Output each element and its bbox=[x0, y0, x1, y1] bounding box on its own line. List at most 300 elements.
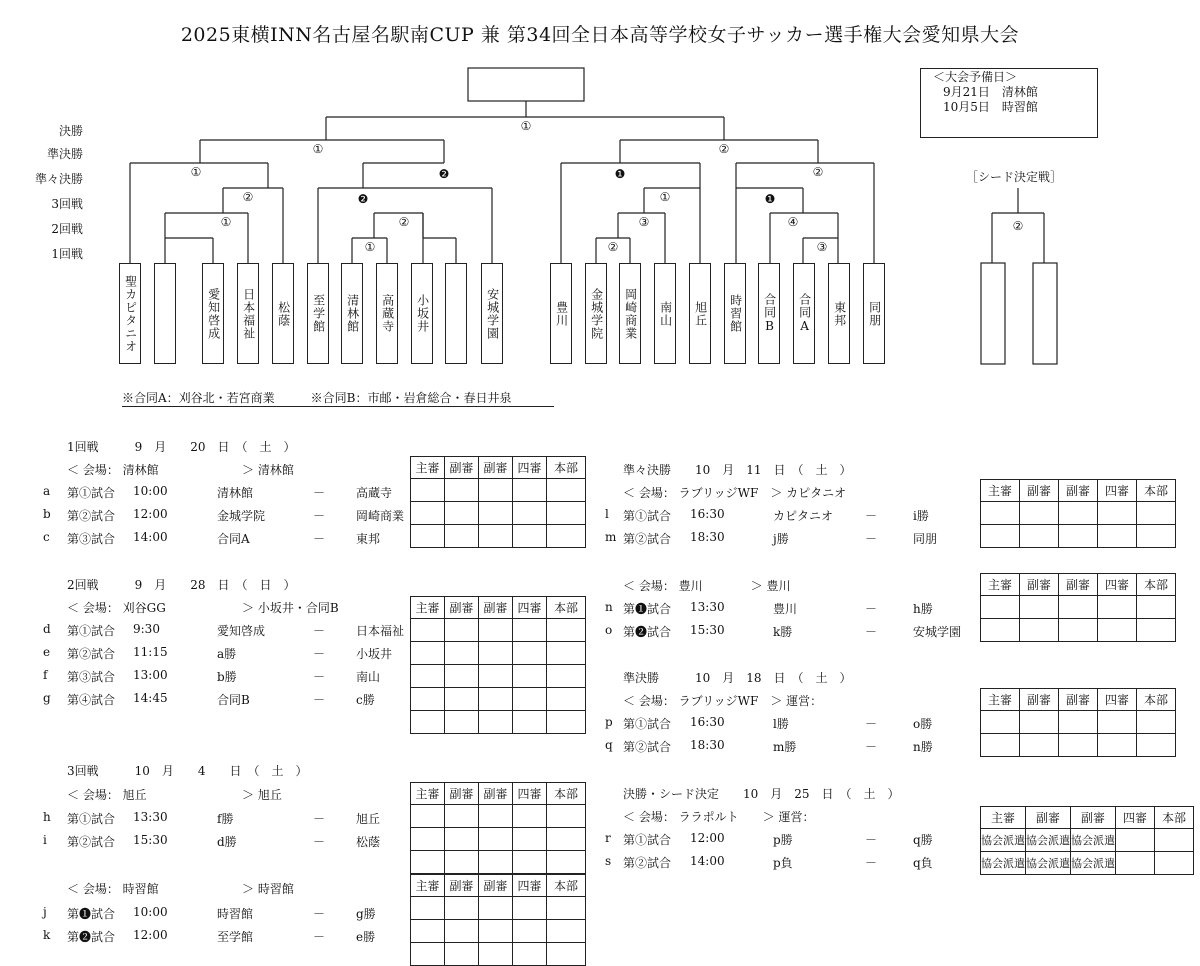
match-time: 12:00 bbox=[133, 928, 168, 942]
referee-cell[interactable] bbox=[1116, 852, 1155, 875]
round-label-final: 決勝 bbox=[58, 124, 83, 138]
team-box: 金城学院 bbox=[585, 263, 607, 364]
venue-label: ＜ 会場： 旭丘 bbox=[67, 788, 147, 802]
team-box: 高蔵寺 bbox=[376, 263, 398, 364]
referee-cell[interactable] bbox=[1098, 711, 1137, 734]
referee-cell[interactable] bbox=[445, 805, 479, 828]
referee-cell[interactable]: 協会派遣 bbox=[1026, 829, 1071, 852]
match-time: 15:30 bbox=[133, 833, 168, 847]
referee-cell[interactable] bbox=[1059, 525, 1098, 548]
referee-cell[interactable] bbox=[1059, 711, 1098, 734]
referee-header: 四審 bbox=[513, 875, 547, 897]
referee-cell[interactable] bbox=[1137, 502, 1176, 525]
referee-header: 本部 bbox=[547, 597, 586, 619]
referee-cell[interactable] bbox=[445, 502, 479, 525]
referee-cell[interactable] bbox=[547, 502, 586, 525]
match-id: s bbox=[605, 854, 612, 868]
referee-cell[interactable] bbox=[479, 642, 513, 665]
match-time: 14:00 bbox=[690, 854, 725, 868]
referee-header: 本部 bbox=[547, 783, 586, 805]
match-number: 第①試合 bbox=[67, 624, 116, 638]
vs-separator: － bbox=[865, 740, 878, 754]
match-time: 10:00 bbox=[133, 484, 168, 498]
referee-table bbox=[980, 806, 1194, 875]
away-team: q負 bbox=[913, 856, 933, 870]
referee-cell[interactable] bbox=[1137, 619, 1176, 642]
home-team: 時習館 bbox=[217, 907, 254, 921]
referee-cell[interactable] bbox=[513, 828, 547, 851]
referee-header: 副審 bbox=[1020, 480, 1059, 502]
round-label-quarter: 準々決勝 bbox=[34, 172, 83, 186]
referee-cell[interactable] bbox=[1020, 502, 1059, 525]
referee-cell[interactable]: 協会派遣 bbox=[1071, 829, 1116, 852]
referee-header: 四審 bbox=[1098, 574, 1137, 596]
match-time: 15:30 bbox=[690, 623, 725, 637]
round-header: 1回戦 9 月 20 日 （ 土 ） bbox=[67, 440, 296, 454]
home-team: d勝 bbox=[217, 835, 237, 849]
match-number: 第①試合 bbox=[623, 833, 672, 847]
referee-cell[interactable] bbox=[445, 897, 479, 920]
referee-cell[interactable] bbox=[1155, 852, 1194, 875]
match-mark: ④ bbox=[787, 215, 799, 229]
referee-header: 主審 bbox=[981, 689, 1020, 711]
match-time: 11:15 bbox=[133, 645, 168, 659]
referee-table bbox=[410, 456, 586, 548]
match-time: 14:45 bbox=[133, 691, 168, 705]
reserve-line: 10月5日 時習館 bbox=[943, 100, 1038, 114]
referee-header: 四審 bbox=[513, 597, 547, 619]
away-team: o勝 bbox=[913, 717, 933, 731]
referee-header: 本部 bbox=[1137, 574, 1176, 596]
vs-separator: － bbox=[865, 625, 878, 639]
referee-header: 副審 bbox=[479, 597, 513, 619]
referee-cell[interactable] bbox=[411, 525, 445, 548]
match-time: 16:30 bbox=[690, 715, 725, 729]
referee-cell[interactable] bbox=[513, 711, 547, 734]
referee-table bbox=[980, 573, 1176, 642]
referee-table bbox=[410, 874, 586, 966]
referee-header: 副審 bbox=[1071, 807, 1116, 829]
team-box: 合同A bbox=[793, 263, 815, 364]
referee-cell[interactable] bbox=[547, 642, 586, 665]
match-id: a bbox=[43, 484, 51, 498]
vs-separator: － bbox=[313, 624, 326, 638]
referee-cell[interactable] bbox=[513, 920, 547, 943]
referee-header: 主審 bbox=[981, 574, 1020, 596]
referee-cell[interactable] bbox=[411, 943, 445, 966]
venue-operator: ＞ 時習館 bbox=[242, 882, 294, 896]
team-box: 南山 bbox=[654, 263, 676, 364]
referee-table bbox=[410, 596, 586, 734]
referee-cell[interactable] bbox=[479, 805, 513, 828]
referee-header: 副審 bbox=[479, 457, 513, 479]
match-number: 第❶試合 bbox=[623, 602, 672, 616]
referee-cell[interactable] bbox=[1059, 502, 1098, 525]
match-id: k bbox=[43, 928, 51, 942]
home-team: f勝 bbox=[217, 812, 234, 826]
referee-cell[interactable] bbox=[479, 525, 513, 548]
referee-cell[interactable] bbox=[445, 525, 479, 548]
vs-separator: － bbox=[313, 670, 326, 684]
referee-cell[interactable] bbox=[981, 711, 1020, 734]
referee-cell[interactable] bbox=[1098, 619, 1137, 642]
match-number: 第①試合 bbox=[623, 509, 672, 523]
home-team: 至学館 bbox=[217, 930, 254, 944]
away-team: h勝 bbox=[913, 602, 933, 616]
match-id: g bbox=[43, 691, 51, 705]
referee-cell[interactable] bbox=[547, 688, 586, 711]
match-id: p bbox=[605, 715, 613, 729]
referee-header: 副審 bbox=[1020, 574, 1059, 596]
referee-cell[interactable] bbox=[411, 502, 445, 525]
referee-cell[interactable] bbox=[1098, 734, 1137, 757]
home-team: p負 bbox=[773, 856, 793, 870]
reserve-line: 9月21日 清林館 bbox=[943, 85, 1038, 99]
referee-cell[interactable] bbox=[1059, 619, 1098, 642]
match-mark: ① bbox=[364, 240, 376, 254]
referee-cell[interactable] bbox=[445, 688, 479, 711]
away-team: 同朋 bbox=[913, 532, 938, 546]
match-number: 第②試合 bbox=[67, 647, 116, 661]
team-box: 松蔭 bbox=[272, 263, 294, 364]
referee-cell[interactable] bbox=[445, 665, 479, 688]
referee-cell[interactable] bbox=[411, 851, 445, 874]
away-team: 松蔭 bbox=[356, 835, 381, 849]
home-team: カピタニオ bbox=[773, 509, 834, 523]
referee-header: 副審 bbox=[1059, 574, 1098, 596]
seed-label: ［シード決定戦］ bbox=[966, 170, 1063, 184]
referee-cell[interactable] bbox=[479, 688, 513, 711]
team-box: 日本福祉 bbox=[237, 263, 259, 364]
home-team: 合同B bbox=[217, 693, 250, 707]
referee-cell[interactable] bbox=[411, 828, 445, 851]
away-team: 高蔵寺 bbox=[356, 486, 393, 500]
away-team: g勝 bbox=[356, 907, 376, 921]
referee-cell[interactable] bbox=[479, 897, 513, 920]
referee-cell[interactable] bbox=[479, 502, 513, 525]
reserve-days-box bbox=[920, 68, 1098, 138]
match-id: e bbox=[43, 645, 51, 659]
vs-separator: － bbox=[865, 856, 878, 870]
referee-cell[interactable] bbox=[513, 943, 547, 966]
referee-cell[interactable] bbox=[1020, 711, 1059, 734]
match-id: c bbox=[43, 530, 50, 544]
home-team: l勝 bbox=[773, 717, 789, 731]
referee-cell[interactable] bbox=[547, 851, 586, 874]
referee-cell[interactable] bbox=[445, 479, 479, 502]
referee-cell[interactable] bbox=[547, 479, 586, 502]
team-box bbox=[154, 263, 176, 364]
round-label-round3: 3回戦 bbox=[51, 197, 83, 211]
match-mark: ② bbox=[607, 240, 619, 254]
referee-cell[interactable] bbox=[1137, 525, 1176, 548]
referee-cell[interactable] bbox=[1116, 829, 1155, 852]
match-mark: ❶ bbox=[764, 192, 776, 206]
referee-header: 主審 bbox=[411, 597, 445, 619]
referee-cell[interactable]: 協会派遣 bbox=[981, 852, 1026, 875]
referee-cell[interactable] bbox=[411, 665, 445, 688]
referee-cell[interactable] bbox=[1059, 596, 1098, 619]
referee-cell[interactable] bbox=[479, 619, 513, 642]
referee-header: 本部 bbox=[1155, 807, 1194, 829]
away-team: 小坂井 bbox=[356, 647, 393, 661]
referee-cell[interactable] bbox=[981, 619, 1020, 642]
referee-cell[interactable]: 協会派遣 bbox=[981, 829, 1026, 852]
referee-cell[interactable] bbox=[445, 642, 479, 665]
referee-cell[interactable] bbox=[445, 711, 479, 734]
referee-header: 本部 bbox=[547, 875, 586, 897]
referee-cell[interactable]: 協会派遣 bbox=[1071, 852, 1116, 875]
venue-label: ＜ 会場： 豊川 ＞ 豊川 bbox=[623, 579, 791, 593]
venue-operator: ＞ 小坂井・合同B bbox=[242, 601, 339, 615]
referee-cell[interactable] bbox=[1137, 734, 1176, 757]
referee-cell[interactable] bbox=[411, 619, 445, 642]
referee-cell[interactable] bbox=[479, 943, 513, 966]
home-team: 豊川 bbox=[773, 602, 798, 616]
referee-cell[interactable] bbox=[479, 479, 513, 502]
away-team: 岡崎商業 bbox=[356, 509, 405, 523]
referee-cell[interactable] bbox=[411, 479, 445, 502]
round-header: 3回戦 10 月 4 日 （ 土 ） bbox=[67, 764, 308, 778]
referee-table bbox=[980, 688, 1176, 757]
referee-cell[interactable] bbox=[479, 711, 513, 734]
match-id: b bbox=[43, 507, 51, 521]
referee-cell[interactable] bbox=[1020, 734, 1059, 757]
away-team: e勝 bbox=[356, 930, 376, 944]
team-box: 旭丘 bbox=[689, 263, 711, 364]
referee-cell[interactable] bbox=[1020, 525, 1059, 548]
match-time: 9:30 bbox=[133, 622, 160, 636]
round-header: 決勝・シード決定 10 月 25 日 （ 土 ） bbox=[623, 787, 900, 801]
referee-header: 副審 bbox=[445, 783, 479, 805]
referee-header: 副審 bbox=[445, 457, 479, 479]
match-number: 第②試合 bbox=[67, 835, 116, 849]
away-team: q勝 bbox=[913, 833, 933, 847]
referee-cell[interactable] bbox=[445, 943, 479, 966]
match-time: 16:30 bbox=[690, 507, 725, 521]
referee-cell[interactable] bbox=[479, 828, 513, 851]
match-mark: ③ bbox=[638, 215, 650, 229]
venue-operator: ＞ 清林館 bbox=[242, 463, 294, 477]
referee-cell[interactable]: 協会派遣 bbox=[1026, 852, 1071, 875]
match-number: 第③試合 bbox=[67, 670, 116, 684]
match-time: 12:00 bbox=[690, 831, 725, 845]
team-box: 時習館 bbox=[724, 263, 746, 364]
referee-cell[interactable] bbox=[547, 665, 586, 688]
venue-label: ＜ 会場： ラブリッジWF ＞ 運営： bbox=[623, 694, 823, 708]
match-time: 13:00 bbox=[133, 668, 168, 682]
referee-cell[interactable] bbox=[513, 897, 547, 920]
team-box: 東邦 bbox=[828, 263, 850, 364]
referee-cell[interactable] bbox=[1020, 596, 1059, 619]
match-mark: ① bbox=[312, 142, 324, 156]
referee-cell[interactable] bbox=[1098, 525, 1137, 548]
match-number: 第②試合 bbox=[67, 509, 116, 523]
match-time: 18:30 bbox=[690, 530, 725, 544]
referee-cell[interactable] bbox=[411, 711, 445, 734]
referee-cell[interactable] bbox=[547, 619, 586, 642]
match-time: 12:00 bbox=[133, 507, 168, 521]
team-box: 合同B bbox=[758, 263, 780, 364]
home-team: k勝 bbox=[773, 625, 793, 639]
match-id: n bbox=[605, 600, 613, 614]
home-team: p勝 bbox=[773, 833, 793, 847]
referee-cell[interactable] bbox=[513, 619, 547, 642]
team-box: 聖カピタニオ bbox=[119, 263, 141, 364]
match-id: h bbox=[43, 810, 51, 824]
referee-cell[interactable] bbox=[981, 734, 1020, 757]
referee-cell[interactable] bbox=[479, 920, 513, 943]
referee-cell[interactable] bbox=[513, 851, 547, 874]
vs-separator: － bbox=[313, 486, 326, 500]
match-id: i bbox=[43, 833, 47, 847]
match-mark: ① bbox=[520, 119, 532, 133]
referee-cell[interactable] bbox=[1137, 596, 1176, 619]
referee-header: 主審 bbox=[981, 480, 1020, 502]
round-label-semi: 準決勝 bbox=[46, 147, 83, 161]
venue-label: ＜ 会場： 刈谷GG bbox=[67, 601, 166, 615]
venue-operator: ＞ 旭丘 bbox=[242, 788, 282, 802]
venue-label: ＜ 会場： ラブリッジWF ＞ カピタニオ bbox=[623, 486, 847, 500]
away-team: n勝 bbox=[913, 740, 933, 754]
match-number: 第②試合 bbox=[623, 532, 672, 546]
away-team: 安城学園 bbox=[913, 625, 962, 639]
referee-cell[interactable] bbox=[1137, 711, 1176, 734]
referee-cell[interactable] bbox=[1020, 619, 1059, 642]
team-box: 清林館 bbox=[341, 263, 363, 364]
referee-cell[interactable] bbox=[547, 711, 586, 734]
referee-table bbox=[410, 782, 586, 874]
match-number: 第④試合 bbox=[67, 693, 116, 707]
referee-header: 副審 bbox=[479, 875, 513, 897]
referee-header: 主審 bbox=[411, 457, 445, 479]
referee-cell[interactable] bbox=[411, 920, 445, 943]
referee-cell[interactable] bbox=[445, 619, 479, 642]
referee-cell[interactable] bbox=[547, 943, 586, 966]
match-number: 第❷試合 bbox=[623, 625, 672, 639]
vs-separator: － bbox=[865, 532, 878, 546]
vs-separator: － bbox=[865, 602, 878, 616]
match-time: 14:00 bbox=[133, 530, 168, 544]
away-team: 日本福祉 bbox=[356, 624, 405, 638]
match-mark: ② bbox=[718, 142, 730, 156]
referee-cell[interactable] bbox=[547, 920, 586, 943]
referee-cell[interactable] bbox=[513, 688, 547, 711]
referee-cell[interactable] bbox=[1098, 502, 1137, 525]
home-team: 合同A bbox=[217, 532, 250, 546]
joint-team-notes: ※合同A：刈谷北・若宮商業 ※合同B：市邮・岩倉総合・春日井泉 bbox=[122, 389, 554, 407]
referee-cell[interactable] bbox=[411, 897, 445, 920]
referee-cell[interactable] bbox=[479, 851, 513, 874]
referee-cell[interactable] bbox=[411, 642, 445, 665]
home-team: 清林館 bbox=[217, 486, 254, 500]
referee-cell[interactable] bbox=[513, 665, 547, 688]
away-team: 旭丘 bbox=[356, 812, 381, 826]
round-label-round2: 2回戦 bbox=[51, 222, 83, 236]
referee-cell[interactable] bbox=[981, 502, 1020, 525]
home-team: j勝 bbox=[773, 532, 789, 546]
referee-cell[interactable] bbox=[513, 525, 547, 548]
match-mark: ❶ bbox=[614, 167, 626, 181]
referee-header: 副審 bbox=[1026, 807, 1071, 829]
vs-separator: － bbox=[313, 693, 326, 707]
referee-cell[interactable] bbox=[547, 525, 586, 548]
team-box: 至学館 bbox=[307, 263, 329, 364]
match-number: 第②試合 bbox=[623, 740, 672, 754]
referee-header: 主審 bbox=[981, 807, 1026, 829]
venue-label: ＜ 会場： ララポルト ＞ 運営： bbox=[623, 810, 815, 824]
referee-header: 四審 bbox=[1116, 807, 1155, 829]
referee-cell[interactable] bbox=[445, 851, 479, 874]
vs-separator: － bbox=[313, 647, 326, 661]
home-team: 金城学院 bbox=[217, 509, 266, 523]
vs-separator: － bbox=[313, 532, 326, 546]
referee-cell[interactable] bbox=[547, 828, 586, 851]
team-box: 愛知啓成 bbox=[202, 263, 224, 364]
match-id: d bbox=[43, 622, 51, 636]
referee-header: 副審 bbox=[445, 597, 479, 619]
referee-cell[interactable] bbox=[513, 479, 547, 502]
match-id: r bbox=[605, 831, 611, 845]
round-header: 2回戦 9 月 28 日 （ 日 ） bbox=[67, 578, 296, 592]
referee-header: 副審 bbox=[1059, 689, 1098, 711]
referee-header: 主審 bbox=[411, 783, 445, 805]
page-title: 2025東横INN名古屋名駅南CUP 兼 第34回全日本高等学校女子サッカー選手権大会愛知県大会 bbox=[180, 24, 1020, 46]
referee-cell[interactable] bbox=[479, 665, 513, 688]
referee-cell[interactable] bbox=[411, 805, 445, 828]
referee-header: 副審 bbox=[1020, 689, 1059, 711]
referee-cell[interactable] bbox=[513, 502, 547, 525]
match-time: 18:30 bbox=[690, 738, 725, 752]
match-mark: ❷ bbox=[438, 167, 450, 181]
match-mark: ① bbox=[659, 190, 671, 204]
vs-separator: － bbox=[313, 907, 326, 921]
referee-cell[interactable] bbox=[1155, 829, 1194, 852]
referee-cell[interactable] bbox=[445, 920, 479, 943]
referee-header: 本部 bbox=[1137, 480, 1176, 502]
referee-cell[interactable] bbox=[981, 525, 1020, 548]
match-number: 第①試合 bbox=[67, 812, 116, 826]
referee-cell[interactable] bbox=[547, 805, 586, 828]
match-id: q bbox=[605, 738, 613, 752]
match-number: 第②試合 bbox=[623, 856, 672, 870]
referee-cell[interactable] bbox=[981, 596, 1020, 619]
referee-header: 四審 bbox=[513, 457, 547, 479]
referee-cell[interactable] bbox=[547, 897, 586, 920]
round-header: 準決勝 10 月 18 日 （ 土 ） bbox=[623, 671, 852, 685]
referee-cell[interactable] bbox=[513, 805, 547, 828]
referee-cell[interactable] bbox=[1098, 596, 1137, 619]
match-id: f bbox=[43, 668, 48, 682]
match-mark: ① bbox=[190, 165, 202, 179]
vs-separator: － bbox=[313, 930, 326, 944]
referee-cell[interactable] bbox=[1059, 734, 1098, 757]
referee-cell[interactable] bbox=[411, 688, 445, 711]
match-time: 10:00 bbox=[133, 905, 168, 919]
referee-cell[interactable] bbox=[513, 642, 547, 665]
referee-cell[interactable] bbox=[445, 828, 479, 851]
referee-header: 副審 bbox=[1059, 480, 1098, 502]
vs-separator: － bbox=[313, 835, 326, 849]
vs-separator: － bbox=[865, 833, 878, 847]
referee-header: 四審 bbox=[1098, 689, 1137, 711]
match-id: m bbox=[605, 530, 617, 544]
match-id: l bbox=[605, 507, 609, 521]
vs-separator: － bbox=[865, 717, 878, 731]
away-team: c勝 bbox=[356, 693, 375, 707]
referee-header: 主審 bbox=[411, 875, 445, 897]
reserve-heading: ＜大会予備日＞ bbox=[933, 70, 1018, 84]
